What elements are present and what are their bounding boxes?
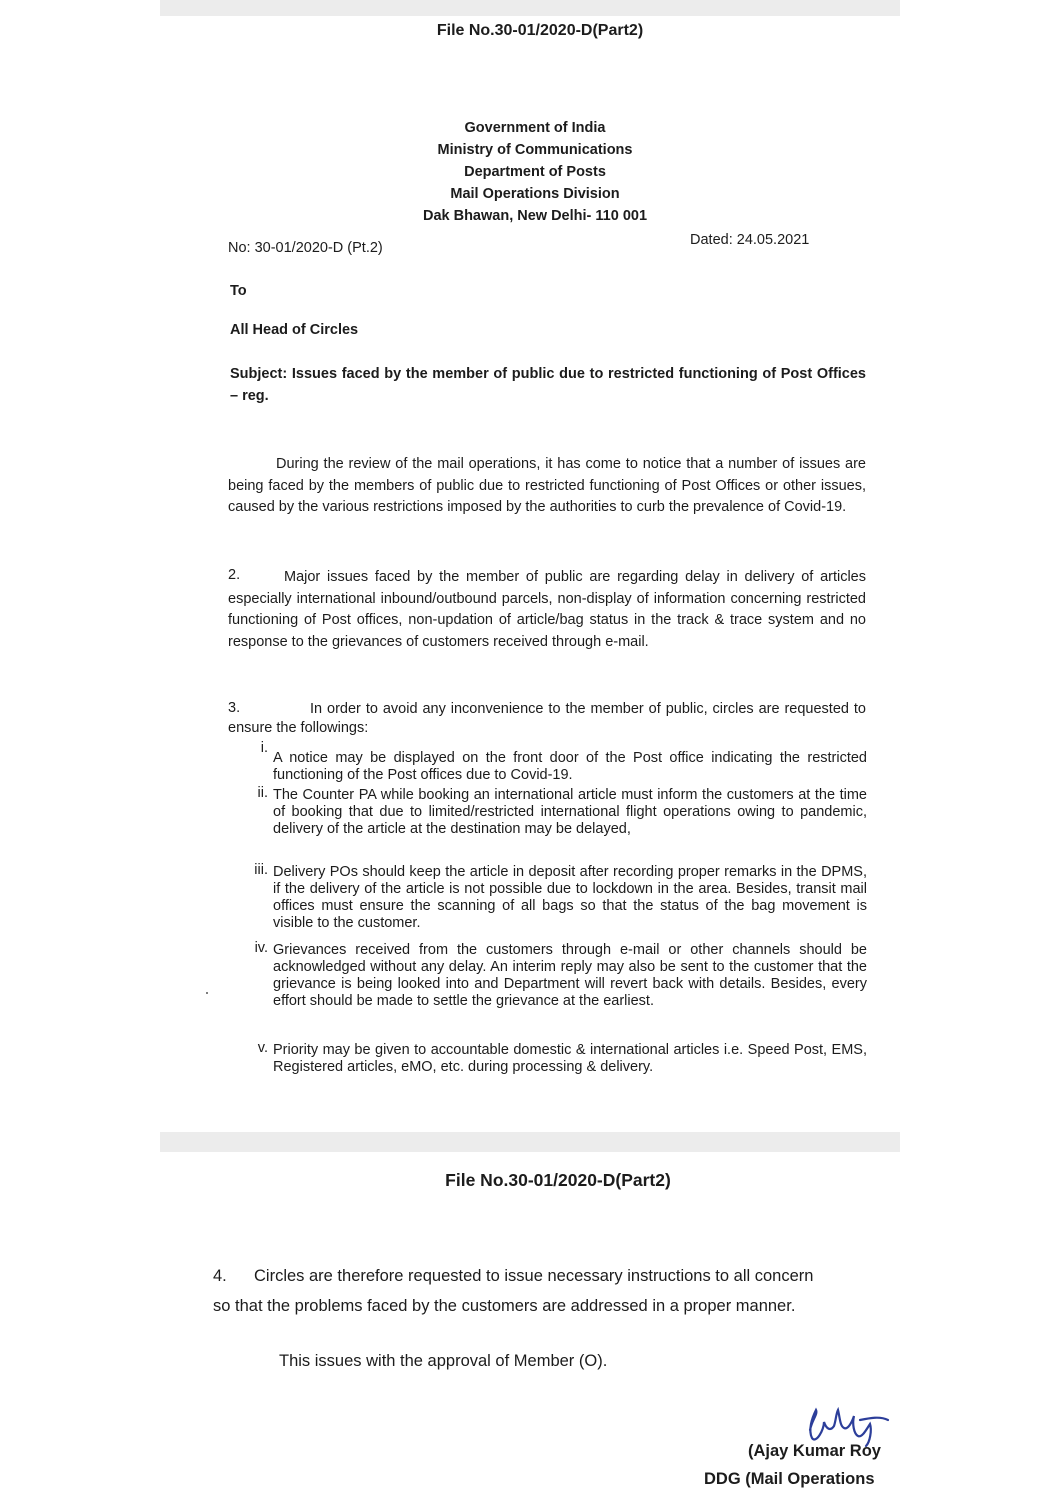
list-item: Priority may be given to accountable domestic & international articles i.e. Speed Post, EMS, Registered articles, eMO, etc. during processing & delivery.	[273, 1042, 867, 1075]
letterhead-line-2: Ministry of Communications	[437, 142, 633, 158]
letterhead-line-1: Government of India	[464, 120, 606, 136]
list-number: iv.	[254, 940, 268, 956]
subject: Subject: Issues faced by the member of public due to restricted functioning of Post Offices – reg.	[230, 366, 866, 404]
letterhead-line-4: Mail Operations Division	[450, 186, 620, 202]
list-item: Grievances received from the customers through e-mail or other channels should be acknowledged without any delay. An interim reply may also be sent to the customer that the grievance is being looked into and Department will revert back with details. Besides, every effort should be made to settle the grievance at the earliest.	[273, 942, 867, 1009]
paragraph-3-number: 3.	[228, 700, 241, 716]
paragraph-4-number: 4.	[213, 1267, 227, 1285]
scan-speck	[206, 992, 208, 994]
reference-number: No: 30-01/2020-D (Pt.2)	[228, 240, 383, 256]
paragraph-1: During the review of the mail operations, it has come to notice that a number of issues are being faced by the members of public due to restricted functioning of Post Offices or other issues, caused by the various restrictions imposed by the authorities to curb the prevalence of Covid-19.	[228, 456, 866, 515]
list-number: v.	[257, 1040, 268, 1056]
letterhead-line-5: Dak Bhawan, New Delhi- 110 001	[422, 208, 648, 224]
to-label: To	[230, 283, 247, 299]
list-number: ii.	[257, 785, 268, 801]
paragraph-2: Major issues faced by the member of public are regarding delay in delivery of articles especially international inbound/outbound parcels, non-display of information concerning restricted functioning of Post offices, non-updation of article/bag status in the track & trace system and no response to the grievances of customers received through e-mail.	[228, 569, 866, 650]
letterhead-line-3: Department of Posts	[464, 164, 606, 180]
list-item: Delivery POs should keep the article in deposit after recording proper remarks in the DPMS, if the delivery of the article is not possible due to lockdown in the area. Besides, transit mail offices must ensure the scanning of all bags so that the status of the bag movement is visible to the customer.	[273, 864, 867, 931]
paragraph-2-number: 2.	[228, 567, 241, 583]
file-number: File No.30-01/2020-D(Part2)	[436, 22, 644, 39]
signatory-title: DDG (Mail Operations	[704, 1470, 875, 1488]
addressee: All Head of Circles	[230, 322, 359, 338]
signatory-name: (Ajay Kumar Roy	[748, 1442, 881, 1460]
dated: Dated: 24.05.2021	[690, 232, 810, 248]
letterhead	[330, 117, 740, 227]
page-top-edge	[160, 0, 900, 16]
paragraph-4-line-2: so that the problems faced by the customers are addressed in a proper manner.	[213, 1297, 796, 1315]
list-item: A notice may be displayed on the front door of the Post office indicating the restricted functioning of the Post offices due to Covid-19.	[273, 750, 867, 783]
list-number: i.	[260, 740, 268, 756]
list-number: iii.	[254, 862, 268, 878]
approval-note: This issues with the approval of Member (O).	[279, 1352, 608, 1370]
file-number-page-2: File No.30-01/2020-D(Part2)	[445, 1170, 671, 1190]
paragraph-4-line-1: Circles are therefore requested to issue necessary instructions to all concern	[254, 1267, 814, 1285]
list-item: The Counter PA while booking an international article must inform the customers at the time of booking that due to limited/restricted international flight operations owing to pandemic, delivery of the article at the destination may be delayed,	[273, 787, 867, 837]
page-separator	[160, 1132, 900, 1152]
paragraph-3: In order to avoid any inconvenience to the member of public, circles are requested to ensure the followings:	[228, 701, 866, 736]
